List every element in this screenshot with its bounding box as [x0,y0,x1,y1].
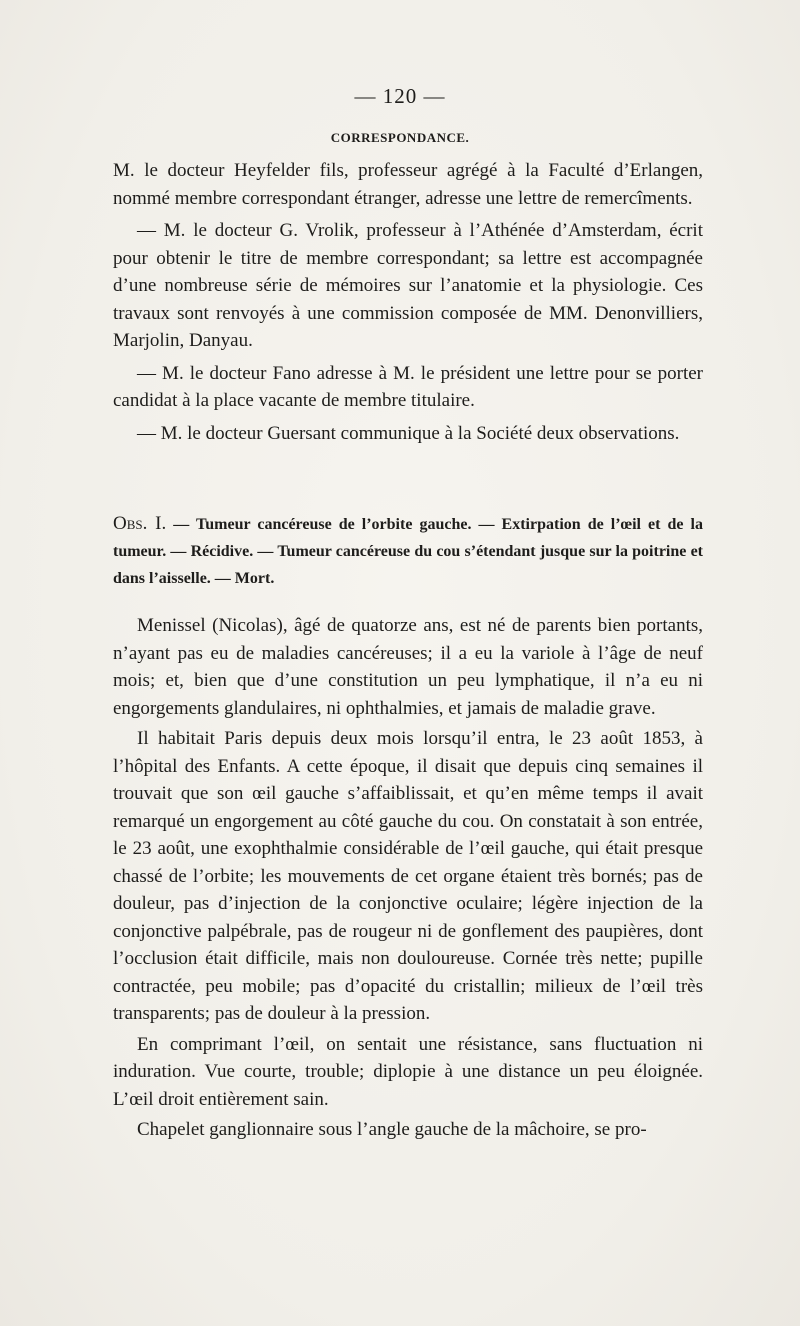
page-number: — 120 — [354,84,446,108]
paragraph-ganglia: Chapelet ganglionnaire sous l’angle gauche de la mâchoire, se pro- [137,1119,647,1140]
correspondence-section [113,157,703,452]
observation-heading [113,510,703,592]
observation-label: Obs. I. [113,513,167,534]
running-head: CORRESPONDANCE. [330,130,470,145]
paragraph-patient-history: Menissel (Nicolas), âgé de quatorze ans, est né de parents bien portants, n’ayant pas eu de maladies cancéreuses; il a eu la variole à l’âge de neuf mois; et, bien que d’une constitution un peu lymphatique, il n’a eu ni engorgements glandulaires, ni ophthalmies, et jamais de maladie grave. [113,615,703,719]
paragraph-heyfelder: M. le docteur Heyfelder fils, professeur agrégé à la Faculté d’Erlangen, nommé membre correspondant étranger, adresse une lettre de remercîments. [113,160,703,209]
paragraph-admission: Il habitait Paris depuis deux mois lorsqu’il entra, le 23 août 1853, à l’hôpital des Enfants. A cette époque, il disait que depuis cinq semaines il trouvait que son œil gauche s’affaiblissait, et qu’en même temps il avait remarqué un engorgement au côté gauche du cou. On constatait à son entrée, le 23 août, une exophthalmie considérable de l’œil gauche, qui était presque chassé de l’orbite; les mouvements de cet organe étaient très bornés; pas de douleur, pas d’injection de la conjonctive oculaire; légère injection de la conjonctive palpébrale, pas de rougeur ni de gonflement des paupières, dont l’occlusion était difficile, mais non douloureuse. Cornée très nette; pupille contractée, peu mobile; pas d’opacité du cristallin; milieux de l’œil très transparents; pas de douleur à la pression. [113,728,703,1024]
paragraph-examination: En comprimant l’œil, on sentait une résistance, sans fluctuation ni induration. Vue courte, trouble; diplopie à une distance un peu éloignée. L’œil droit entièrement sain. [113,1033,703,1110]
paragraph-guersant: — M. le docteur Guersant communique à la Société deux observations. [137,422,680,444]
case-description [113,612,703,1147]
paragraph-vrolik: — M. le docteur G. Vrolik, professeur à l’Athénée d’Amsterdam, écrit pour obtenir le titre de membre correspondant; sa lettre est accompagnée d’une nombreuse série de mémoires sur l’anatomie et la physiologie. Ces travaux sont renvoyés à une commission composée de MM. Denonvilliers, Marjolin, Danyau. [113,220,703,351]
paragraph-fano: — M. le docteur Fano adresse à M. le président une lettre pour se porter candidat à la place vacante de membre titulaire. [113,362,703,411]
observation-title: — Tumeur cancéreuse de l’orbite gauche. — Extirpation de l’œil et de la tumeur. — Récidive. — Tumeur cancéreuse du cou s’étendant jusque sur la poitrine et dans l’aisselle. — Mort. [113,516,704,587]
